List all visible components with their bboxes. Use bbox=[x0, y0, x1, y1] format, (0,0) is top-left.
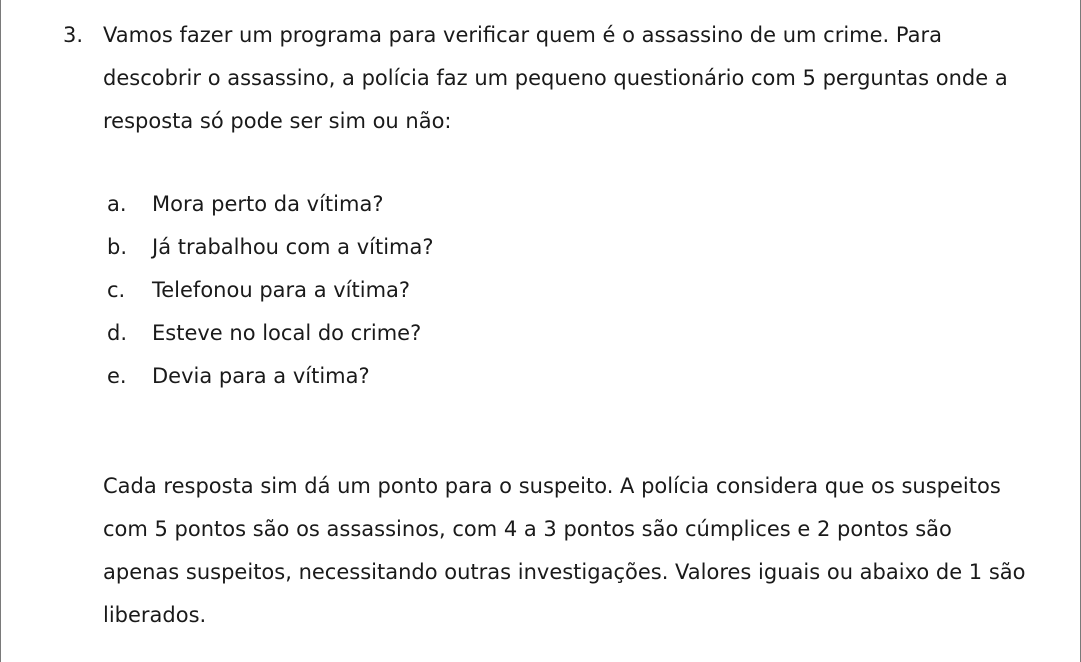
option-text: Mora perto da vítima? bbox=[152, 192, 384, 216]
question-intro: Vamos fazer um programa para verificar quem é o assassino de um crime. Para descobrir o assassino, a polícia faz um pequeno questionário com 5 perguntas onde a resposta só pode ser sim ou não: bbox=[103, 23, 1008, 133]
question-number: 3. bbox=[63, 23, 84, 47]
option-item bbox=[107, 312, 434, 355]
option-item bbox=[107, 269, 434, 312]
option-letter: d. bbox=[107, 321, 128, 345]
option-letter: e. bbox=[107, 364, 127, 388]
option-item bbox=[107, 226, 434, 269]
option-item bbox=[107, 355, 434, 398]
question-header bbox=[63, 14, 1053, 143]
option-letter: a. bbox=[107, 192, 127, 216]
option-letter: c. bbox=[107, 278, 126, 302]
question-block bbox=[63, 14, 1053, 143]
option-item bbox=[107, 183, 434, 226]
option-text: Já trabalhou com a vítima? bbox=[152, 235, 434, 259]
option-text: Telefonou para a vítima? bbox=[152, 278, 411, 302]
option-text: Devia para a vítima? bbox=[152, 364, 370, 388]
options-list bbox=[107, 183, 434, 398]
closing-paragraph: Cada resposta sim dá um ponto para o suspeito. A polícia considera que os suspeitos com 5 pontos são os assassinos, com 4 a 3 pontos são cúmplices e 2 pontos são apenas suspeitos, necessitando outras investigações. Valores iguais ou abaixo de 1 são liberados. bbox=[103, 474, 1026, 627]
option-text: Esteve no local do crime? bbox=[152, 321, 422, 345]
option-letter: b. bbox=[107, 235, 128, 259]
